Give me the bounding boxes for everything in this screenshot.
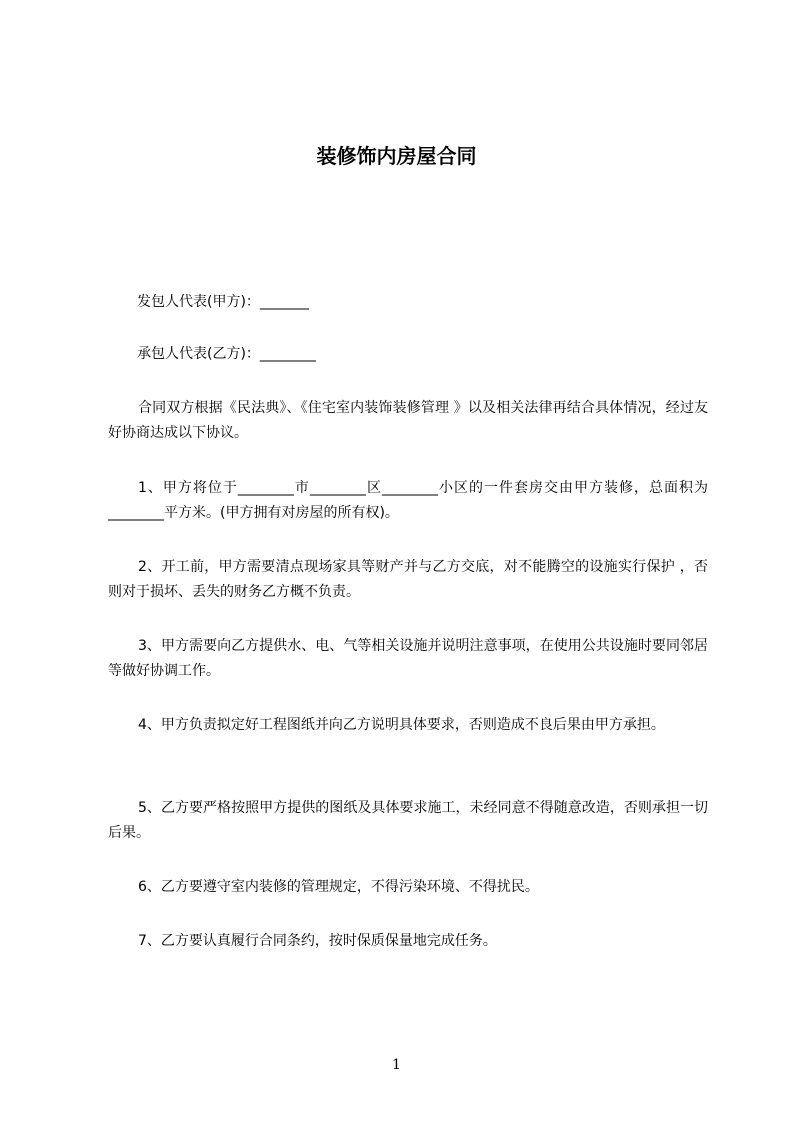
clause-1: 1、甲方将位于________市________区________小区的一件套房交由甲方装修，总面积为________平方米。(甲方拥有对房屋的所有权)。 xyxy=(108,480,708,521)
party-b-line: 承包人代表(乙方)：________ xyxy=(137,346,316,362)
party-a-line: 发包人代表(甲方)：_______ xyxy=(137,294,309,310)
clause-4: 4、甲方负责拟定好工程图纸并向乙方说明具体要求，否则造成不良后果由甲方承担。 xyxy=(138,717,665,733)
clause-7: 7、乙方要认真履行合同条约，按时保质保量地完成任务。 xyxy=(138,933,497,949)
clause-5: 5、乙方要严格按照甲方提供的图纸及具体要求施工，未经同意不得随意改造，否则承担一切后果。 xyxy=(108,800,708,841)
clause-2: 2、开工前，甲方需要清点现场家具等财产并与乙方交底，对不能腾空的设施实行保护 ，否则对于损坏、丢失的财务乙方概不负责。 xyxy=(108,559,708,600)
page-number: 1 xyxy=(392,1057,401,1073)
intro-paragraph: 合同双方根据《民法典》、《住宅室内装饰装修管理 》以及相关法律再结合具体情况，经过友好协商达成以下协议。 xyxy=(108,400,708,441)
document-title: 装修饰内房屋合同 xyxy=(316,144,477,168)
clause-3: 3、甲方需要向乙方提供水、电、气等相关设施并说明注意事项，在使用公共设施时要同邻居等做好协调工作。 xyxy=(108,638,708,679)
clause-6: 6、乙方要遵守室内装修的管理规定，不得污染环境、不得扰民。 xyxy=(138,879,539,895)
